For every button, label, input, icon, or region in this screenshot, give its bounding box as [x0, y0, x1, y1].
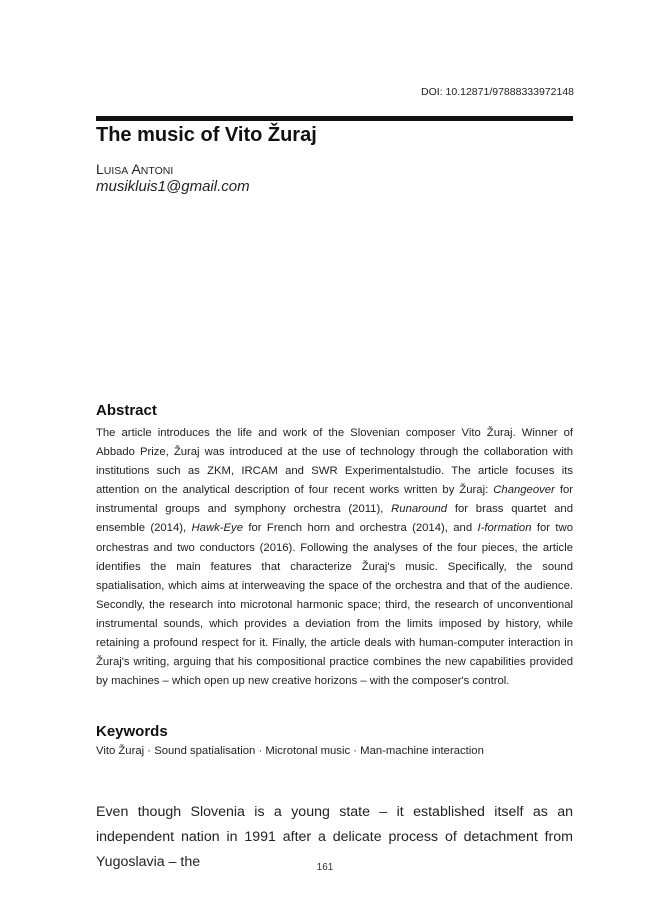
keywords-heading: Keywords — [96, 723, 168, 740]
author-name — [96, 161, 173, 177]
keyword-separator: · — [350, 745, 361, 757]
abstract-text: for brass quartet and ensemble (2014), — [96, 503, 573, 535]
work-title: Runaround — [391, 503, 448, 516]
abstract-body — [96, 424, 573, 691]
keywords-list — [96, 745, 484, 757]
author-email: musikluis1@gmail.com — [96, 178, 250, 195]
abstract-text: for French horn and orchestra (2014), and — [243, 522, 478, 535]
keyword: Sound spatialisation — [154, 745, 256, 757]
keyword-separator: · — [255, 745, 266, 757]
doi-label: DOI: 10.12871/97888333972148 — [421, 86, 574, 98]
intro-paragraph: Even though Slovenia is a young state – it established itself as an independent nation in 1991 after a delicate process of detachment from Yugoslavia – the — [96, 804, 573, 870]
keyword-separator: · — [144, 745, 155, 757]
page-number: 161 — [316, 862, 334, 873]
keyword: Vito Žuraj — [96, 745, 145, 757]
work-title: Hawk-Eye — [191, 522, 243, 535]
abstract-text: The article introduces the life and work of the Slovenian composer Vito Žuraj. Winner of Abbado Prize, Žuraj was introduced at the use of technology through the collaboration with institutions such as ZKM, IRCAM and SWR Experimentalstudio. The article focuses its attention on the analytical description of four recent works written by Žuraj: — [96, 427, 573, 497]
keyword: Microtonal music — [265, 745, 351, 757]
author-last-name: ANTONI — [131, 161, 174, 177]
title-rule — [96, 116, 573, 121]
abstract-text: for two orchestras and two conductors (2016). Following the analyses of the four pieces, the article identifies the main features that characterize Žuraj's music. Specifically, the sound spatialisation, which aims at interweaving the space of the orchestra and that of the audience. Secondly, the research into microtonal harmonic space; third, the research of unconventional instrumental sounds, which provides a deviation from the limits imposed by history, while retaining a profound respect for it. Finally, the article deals with human-computer interaction in Žuraj's writing, arguing that his compositional practice combines the new capabilities provided by machines – which open up new creative horizons – with the composer's control. — [96, 522, 573, 688]
work-title: Changeover — [493, 484, 555, 497]
abstract-heading: Abstract — [96, 402, 157, 419]
article-title: The music of Vito Žuraj — [96, 124, 317, 146]
abstract-text: for instrumental groups and symphony orchestra (2011), — [96, 484, 573, 516]
author-first-name: LUISA — [96, 161, 129, 177]
keyword: Man-machine interaction — [360, 745, 484, 757]
work-title: I-formation — [477, 522, 532, 535]
